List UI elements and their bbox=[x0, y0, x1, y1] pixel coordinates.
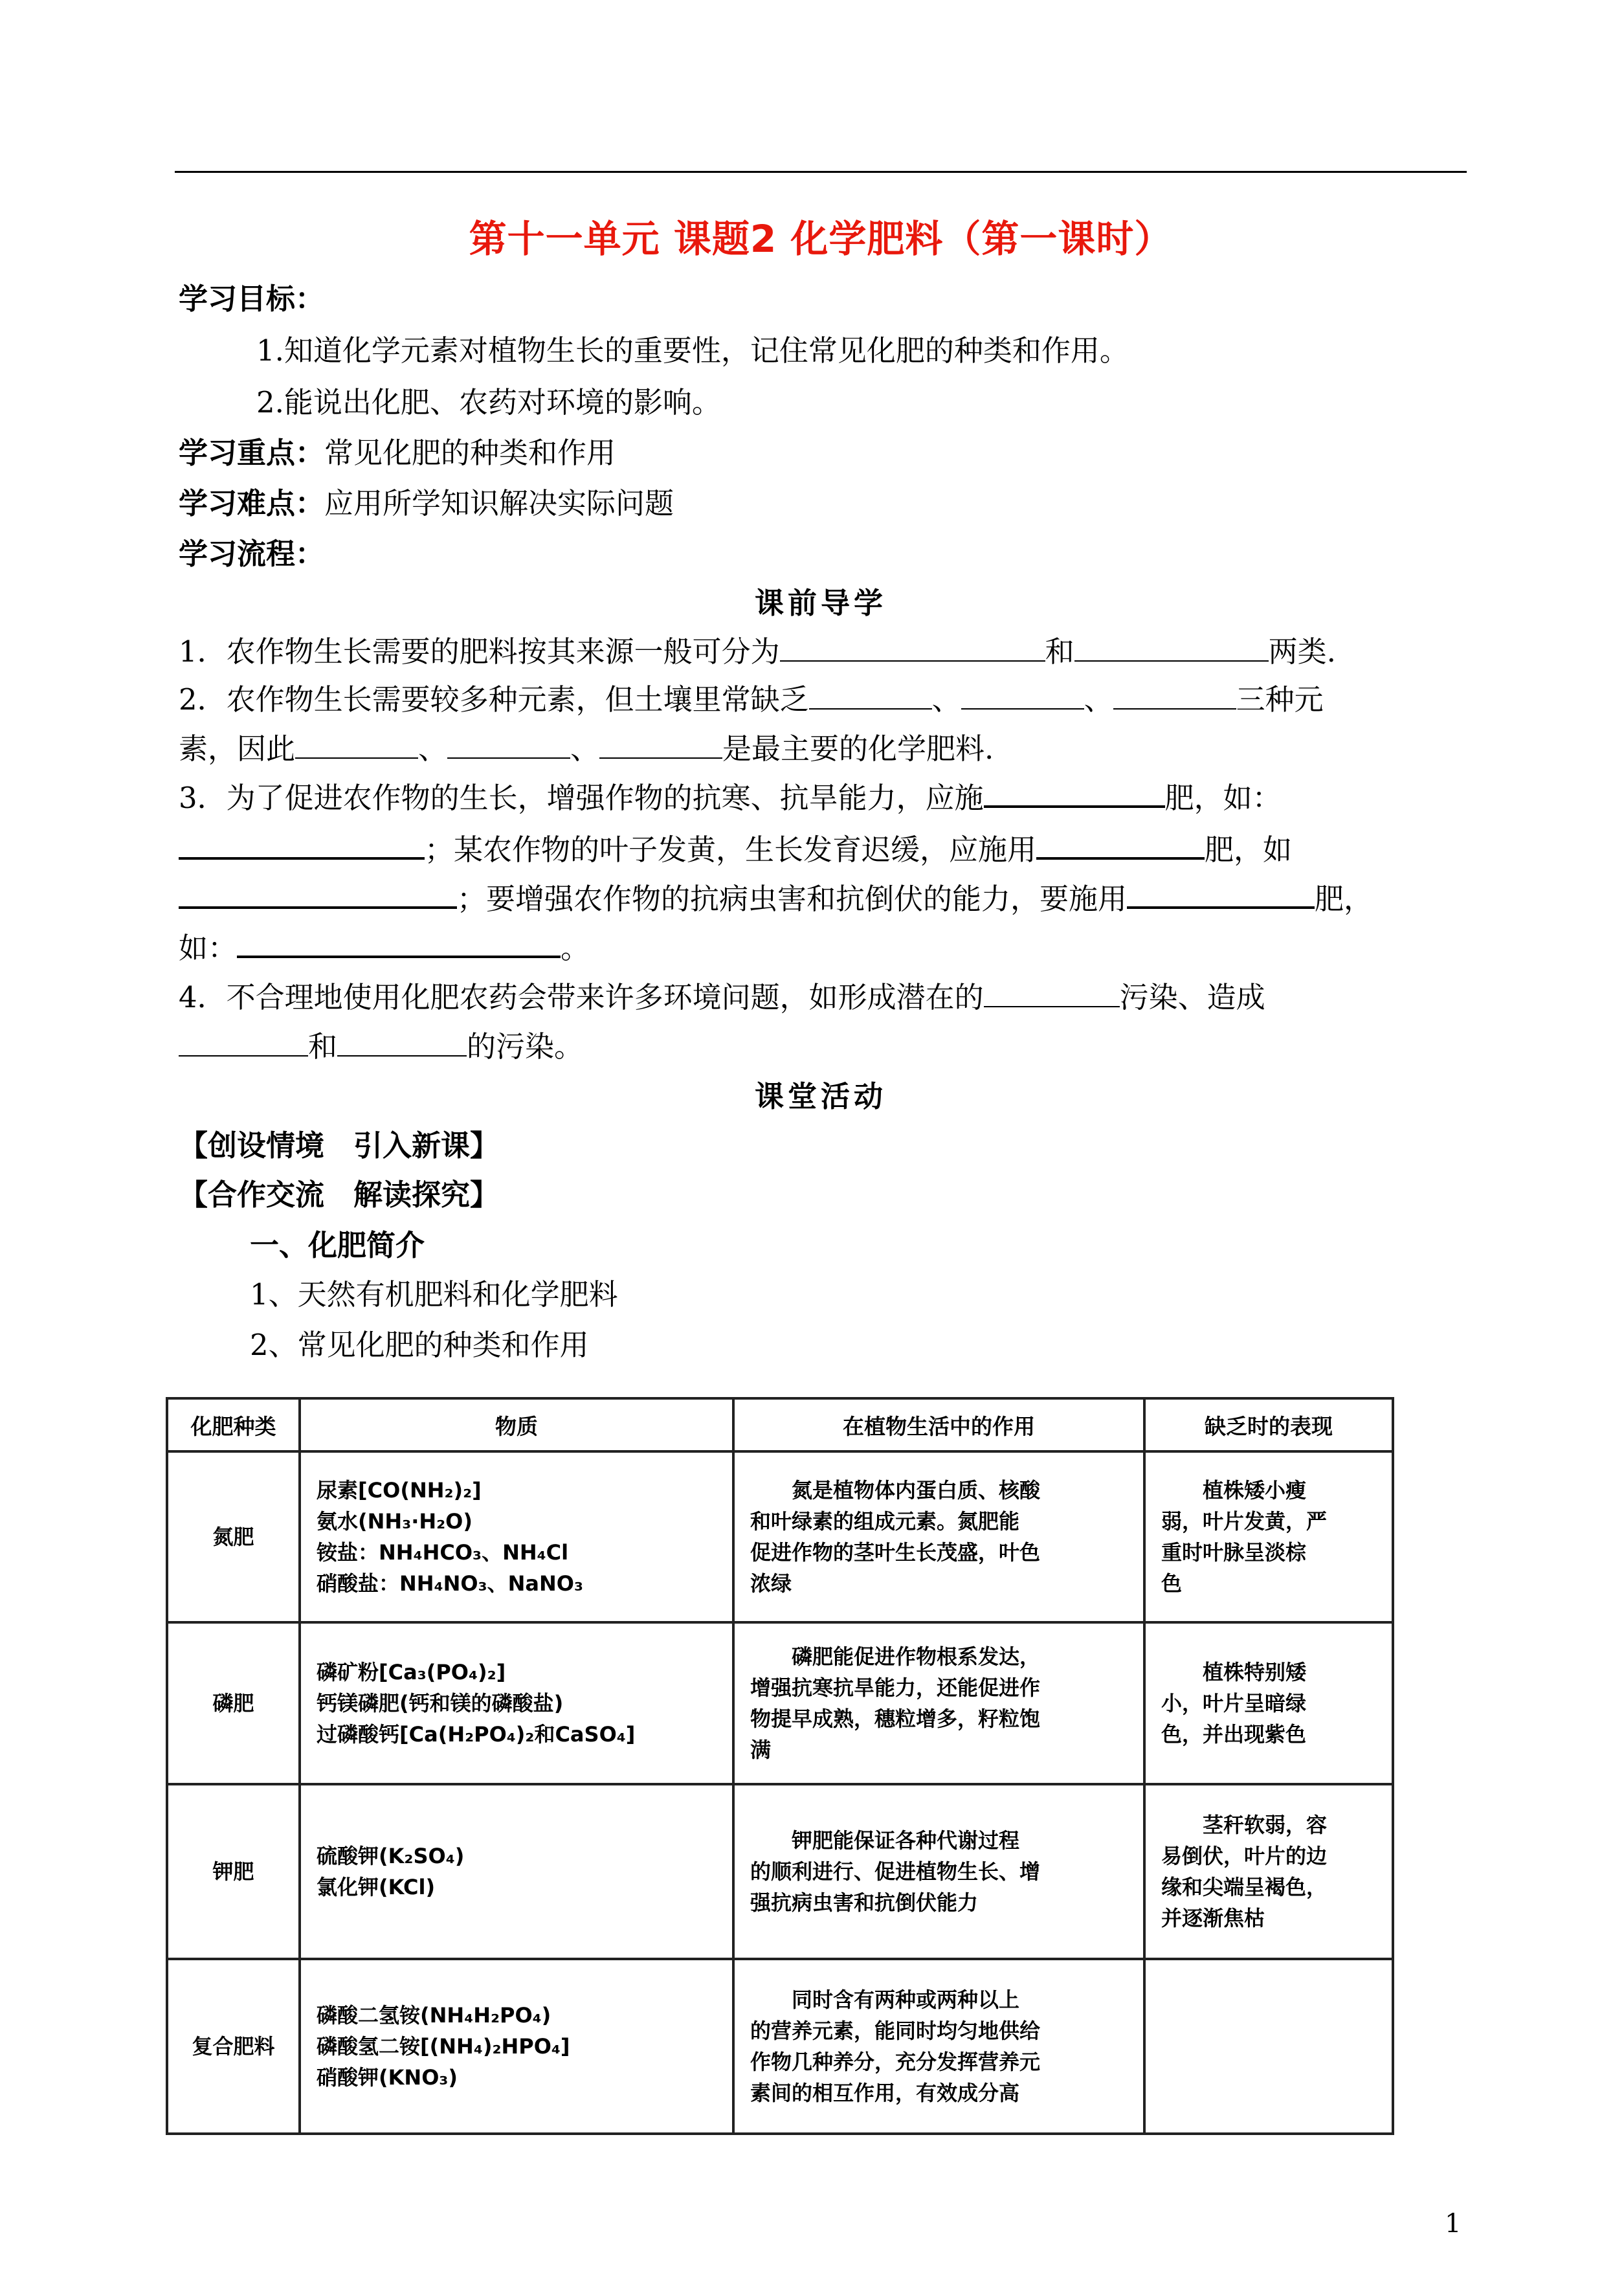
substance-line: 磷酸二氢铵(NH₄H₂PO₄) bbox=[317, 2003, 551, 2028]
header-rule bbox=[175, 171, 1467, 173]
deficiency-line: 色 bbox=[1161, 1571, 1183, 1596]
substances-cell bbox=[300, 1959, 733, 2134]
difficulty-label: 学习难点： bbox=[179, 486, 325, 520]
q2-blank-3[interactable] bbox=[1113, 680, 1236, 710]
role-cell bbox=[733, 1959, 1144, 2134]
question-4-line-2 bbox=[179, 1027, 583, 1066]
q2-text-e: 是最主要的化学肥料. bbox=[722, 732, 994, 766]
key-point-label: 学习重点： bbox=[179, 436, 325, 470]
q3-blank-6[interactable] bbox=[237, 927, 561, 958]
role-line: 满 bbox=[750, 1738, 772, 1762]
q3-text-c: ；某农作物的叶子发黄，生长发育迟缓，应施用 bbox=[425, 833, 1037, 867]
deficiency-line: 茎秆软弱，容 bbox=[1161, 1813, 1328, 1837]
role-line: 氮是植物体内蛋白质、核酸 bbox=[750, 1478, 1041, 1503]
question-3-line-2 bbox=[179, 829, 1292, 869]
q4-text-c: 和 bbox=[308, 1029, 338, 1064]
q3-text-h: 。 bbox=[561, 931, 590, 965]
role-cell bbox=[733, 1451, 1144, 1622]
table-row bbox=[167, 1784, 1393, 1959]
q4-blank-2[interactable] bbox=[179, 1027, 308, 1057]
role-line: 素间的相互作用，有效成分高 bbox=[750, 2081, 1020, 2105]
fertilizer-category: 磷肥 bbox=[167, 1622, 300, 1784]
role-line: 强抗病虫害和抗倒伏能力 bbox=[750, 1890, 979, 1915]
subheading-fertilizer-intro: 一、化肥简介 bbox=[250, 1228, 425, 1262]
q2-sep-2: 、 bbox=[1084, 682, 1113, 717]
role-line: 促进作物的茎叶生长茂盛，叶色 bbox=[750, 1540, 1041, 1565]
substance-line: 铵盐：NH₄HCO₃、NH₄Cl bbox=[317, 1540, 569, 1565]
q3-text-d: 肥，如 bbox=[1205, 833, 1293, 867]
table-row bbox=[167, 1622, 1393, 1784]
substance-line: 硝酸钾(KNO₃) bbox=[317, 2065, 458, 2090]
deficiency-line: 重时叶脉呈淡棕 bbox=[1161, 1540, 1307, 1565]
process-label: 学习流程： bbox=[179, 537, 325, 571]
q4-text-b: 污染、造成 bbox=[1119, 980, 1265, 1014]
q2-blank-1[interactable] bbox=[809, 680, 932, 710]
question-2-line-1 bbox=[179, 680, 1324, 719]
fertilizer-category: 钾肥 bbox=[167, 1784, 300, 1959]
item-common-fertilizers: 2、常见化肥的种类和作用 bbox=[250, 1328, 589, 1362]
section-intro: 【创设情境 引入新课】 bbox=[179, 1128, 500, 1163]
fertilizer-category: 复合肥料 bbox=[167, 1959, 300, 2134]
preview-heading: 课前导学 bbox=[754, 586, 887, 620]
question-3-line-1 bbox=[179, 777, 1282, 818]
question-2-line-2 bbox=[179, 729, 994, 768]
substance-line: 过磷酸钙[Ca(H₂PO₄)₂和CaSO₄] bbox=[317, 1722, 636, 1747]
substance-line: 氯化钾(KCl) bbox=[317, 1875, 436, 1899]
substance-line: 硝酸盐：NH₄NO₃、NaNO₃ bbox=[317, 1571, 583, 1596]
deficiency-line: 弱，叶片发黄，严 bbox=[1161, 1509, 1328, 1534]
role-line: 同时含有两种或两种以上 bbox=[750, 1987, 1020, 2012]
item-organic-vs-chemical: 1、天然有机肥料和化学肥料 bbox=[250, 1277, 618, 1312]
role-line: 钾肥能保证各种代谢过程 bbox=[750, 1828, 1020, 1853]
deficiency-line: 缘和尖端呈褐色， bbox=[1161, 1875, 1328, 1899]
q3-blank-1[interactable] bbox=[984, 777, 1165, 808]
fertilizer-category: 氮肥 bbox=[167, 1451, 300, 1622]
activity-heading: 课堂活动 bbox=[754, 1079, 887, 1113]
table-header-row bbox=[167, 1398, 1393, 1451]
q2-blank-5[interactable] bbox=[447, 729, 570, 759]
q2-blank-6[interactable] bbox=[599, 729, 722, 759]
substance-line: 磷酸氢二铵[(NH₄)₂HPO₄] bbox=[317, 2034, 570, 2059]
question-4-line-1 bbox=[179, 978, 1265, 1017]
difficulty-text: 应用所学知识解决实际问题 bbox=[324, 486, 674, 520]
fertilizer-table bbox=[166, 1397, 1392, 2131]
role-line: 和叶绿素的组成元素。氮肥能 bbox=[750, 1509, 1020, 1534]
substances-cell bbox=[300, 1451, 733, 1622]
table-row bbox=[167, 1959, 1393, 2134]
q4-text-d: 的污染。 bbox=[467, 1029, 584, 1064]
q1-text-c: 两类. bbox=[1268, 634, 1336, 669]
deficiency-cell bbox=[1144, 1451, 1393, 1622]
table-row bbox=[167, 1451, 1393, 1622]
q2-sep-4: 、 bbox=[570, 732, 600, 766]
deficiency-line: 小，叶片呈暗绿 bbox=[1161, 1691, 1307, 1716]
substance-line: 尿素[CO(NH₂)₂] bbox=[317, 1478, 482, 1503]
q4-blank-3[interactable] bbox=[337, 1027, 467, 1057]
q3-text-a: 3．为了促进农作物的生长，增强作物的抗寒、抗旱能力，应施 bbox=[179, 781, 984, 815]
page-number: 1 bbox=[1445, 2209, 1462, 2239]
q3-text-e: ；要增强农作物的抗病虫害和抗倒伏的能力，要施用 bbox=[457, 882, 1128, 916]
difficulty bbox=[179, 484, 674, 523]
role-line: 磷肥能促进作物根系发达， bbox=[750, 1644, 1041, 1669]
q2-blank-2[interactable] bbox=[961, 680, 1084, 710]
question-3-line-3 bbox=[179, 878, 1373, 919]
deficiency-cell bbox=[1144, 1784, 1393, 1959]
substance-line: 钙镁磷肥(钙和镁的磷酸盐) bbox=[317, 1691, 564, 1716]
header-category: 化肥种类 bbox=[167, 1398, 300, 1451]
role-line: 的营养元素，能同时均匀地供给 bbox=[750, 2019, 1041, 2043]
deficiency-cell bbox=[1144, 1959, 1393, 2134]
q3-blank-3[interactable] bbox=[1036, 829, 1205, 860]
q3-text-f: 肥， bbox=[1315, 882, 1374, 916]
role-cell bbox=[733, 1784, 1144, 1959]
q2-sep-3: 、 bbox=[418, 732, 448, 766]
q3-text-g: 如： bbox=[179, 931, 238, 965]
q2-text-c: 三种元 bbox=[1236, 682, 1324, 717]
role-line: 物提早成熟，穗粒增多，籽粒饱 bbox=[750, 1706, 1041, 1731]
q3-blank-2[interactable] bbox=[179, 829, 425, 860]
objective-2: 2.能说出化肥、农药对环境的影响。 bbox=[256, 385, 721, 419]
q4-text-a: 4．不合理地使用化肥农药会带来许多环境问题，如形成潜在的 bbox=[179, 980, 984, 1014]
role-line: 作物几种养分，充分发挥营养元 bbox=[750, 2050, 1041, 2074]
deficiency-line: 植株特别矮 bbox=[1161, 1660, 1307, 1684]
header-deficiency: 缺乏时的表现 bbox=[1144, 1398, 1393, 1451]
q1-text-a: 1．农作物生长需要的肥料按其来源一般可分为 bbox=[179, 634, 780, 669]
page-title: 第十一单元 课题2 化学肥料（第一课时） bbox=[469, 217, 1173, 261]
deficiency-line: 色，并出现紫色 bbox=[1161, 1722, 1307, 1747]
deficiency-line: 植株矮小瘦 bbox=[1161, 1478, 1307, 1503]
objectives-label: 学习目标： bbox=[179, 282, 325, 316]
substance-line: 磷矿粉[Ca₃(PO₄)₂] bbox=[317, 1660, 506, 1684]
q1-text-b: 和 bbox=[1045, 634, 1074, 669]
q4-blank-1[interactable] bbox=[984, 978, 1120, 1007]
role-line: 浓绿 bbox=[750, 1571, 792, 1596]
q2-text-d: 素，因此 bbox=[179, 732, 296, 766]
role-line: 的顺利进行、促进植物生长、增 bbox=[750, 1859, 1041, 1884]
q3-blank-5[interactable] bbox=[1127, 878, 1315, 909]
question-3-line-4 bbox=[179, 927, 590, 968]
substances-cell bbox=[300, 1622, 733, 1784]
substance-line: 硫酸钾(K₂SO₄) bbox=[317, 1844, 465, 1868]
q3-text-b: 肥，如： bbox=[1164, 781, 1282, 815]
section-explore: 【合作交流 解读探究】 bbox=[179, 1178, 500, 1212]
objective-1: 1.知道化学元素对植物生长的重要性，记住常见化肥的种类和作用。 bbox=[256, 333, 1129, 368]
header-role: 在植物生活中的作用 bbox=[733, 1398, 1144, 1451]
q2-sep-1: 、 bbox=[931, 682, 961, 717]
q1-blank-2[interactable] bbox=[1074, 632, 1269, 662]
q2-blank-4[interactable] bbox=[295, 729, 418, 759]
key-point bbox=[179, 434, 616, 473]
key-point-text: 常见化肥的种类和作用 bbox=[324, 436, 616, 470]
role-cell bbox=[733, 1622, 1144, 1784]
deficiency-line: 并逐渐焦枯 bbox=[1161, 1906, 1265, 1930]
q3-blank-4[interactable] bbox=[179, 878, 457, 909]
q2-text-a: 2．农作物生长需要较多种元素，但土壤里常缺乏 bbox=[179, 682, 809, 717]
header-substance: 物质 bbox=[300, 1398, 733, 1451]
question-1 bbox=[179, 632, 1336, 671]
deficiency-line: 易倒伏，叶片的边 bbox=[1161, 1844, 1328, 1868]
substance-line: 氨水(NH₃·H₂O) bbox=[317, 1509, 473, 1534]
substances-cell bbox=[300, 1784, 733, 1959]
role-line: 增强抗寒抗旱能力，还能促进作 bbox=[750, 1675, 1041, 1700]
q1-blank-1[interactable] bbox=[780, 632, 1045, 662]
deficiency-cell bbox=[1144, 1622, 1393, 1784]
